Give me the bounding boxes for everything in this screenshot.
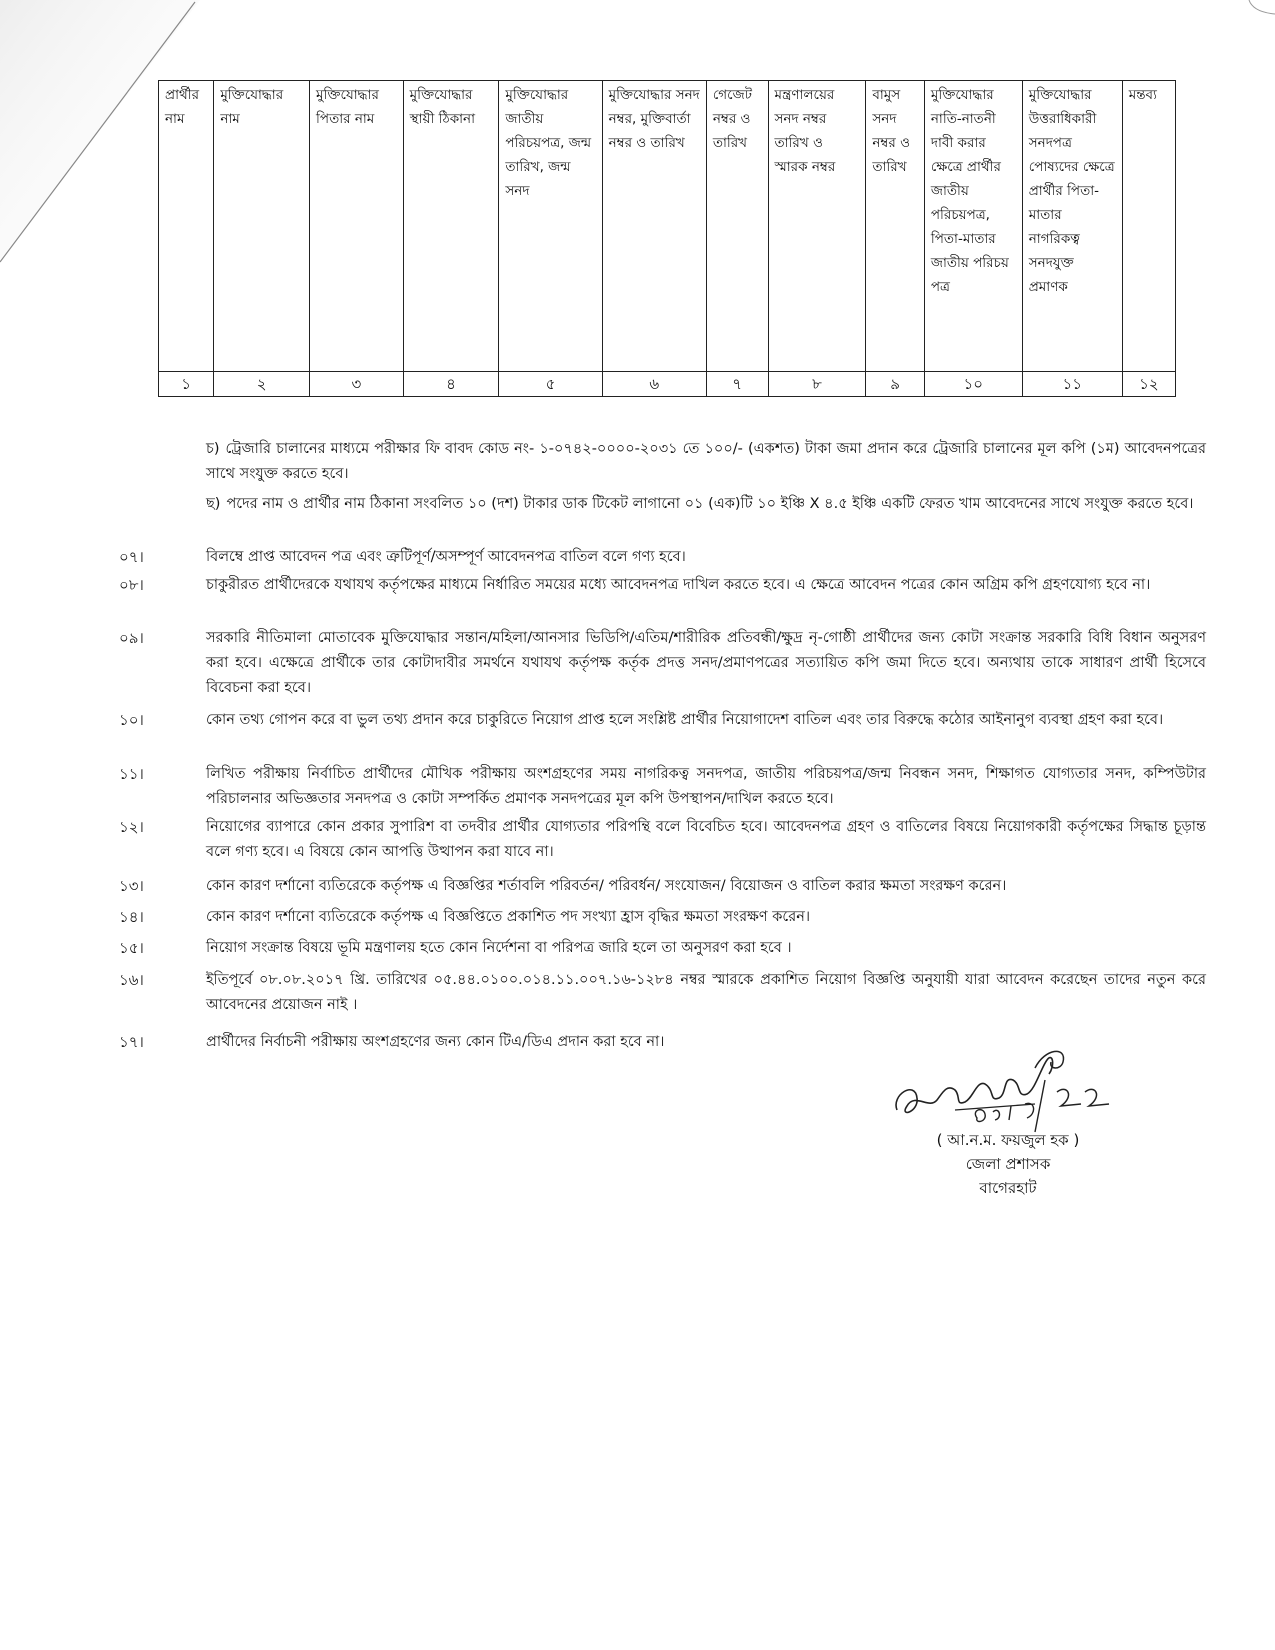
sub-item-cha [206, 437, 1206, 487]
sub-item-mark: চ) [206, 441, 220, 457]
item-number: ১৩। [119, 877, 144, 895]
item-text: নিয়োগ সংক্রান্ত বিষয়ে ভূমি মন্ত্রণালয় হতে কোন নির্দেশনা বা পরিপত্র জারি হলে তা অনুসরণ করা হবে । [206, 940, 792, 956]
table-header-cell: মন্তব্য [1122, 81, 1175, 372]
item-text: বিলম্বে প্রাপ্ত আবেদন পত্র এবং ত্রুটিপূর্ণ/অসম্পূর্ণ আবেদনপত্র বাতিল বলে গণ্য হবে। [206, 549, 686, 565]
column-number-cell: ১ [159, 372, 214, 397]
item-number: ০৭। [119, 548, 144, 566]
signatory-name: ( আ.ন.ম. ফয়জুল হক ) [936, 1131, 1080, 1149]
table-header-cell: মন্ত্রণালয়ের সনদ নম্বর তারিখ ও স্মারক নম্বর [768, 81, 866, 372]
item-text: সরকারি নীতিমালা মোতাবেক মুক্তিযোদ্ধার সন্তান/মহিলা/আনসার ভিডিপি/এতিম/শারীরিক প্রতিবন্ধী/ক্ষুদ্র নৃ-গোষ্ঠী প্রার্থীদের জন্য কোটা সংক্রান্ত সরকারি বিধি বিধান অনুসরণ করা হবে। এক্ষেত্রে প্রার্থীকে তার কোটাদাবীর সমর্থনে যথাযথ কর্তৃপক্ষ কর্তৃক প্রদত্ত সনদ/প্রমাণপত্রের সত্যায়িত কপি জমা দিতে হবে। অন্যথায় তাকে সাধারণ প্রার্থী হিসেবে বিবেচনা করা হবে। [206, 630, 1206, 696]
table-header-cell: মুক্তিযোদ্ধার পিতার নাম [310, 81, 404, 372]
signatory-place: বাগেরহাট [979, 1179, 1037, 1197]
item-text: চাকুরীরত প্রার্থীদেরকে যথাযথ কর্তৃপক্ষের মাধ্যমে নির্ধারিত সময়ের মধ্যে আবেদনপত্র দাখিল করতে হবে। এ ক্ষেত্রে আবেদন পত্রের কোন অগ্রিম কপি গ্রহণযোগ্য হবে না। [206, 577, 1151, 593]
item-number: ০৮। [119, 576, 144, 594]
column-number-cell: ৩ [310, 372, 404, 397]
table-header-cell: প্রার্থীর নাম [159, 81, 214, 372]
table-header-cell: মুক্তিযোদ্ধার নাতি-নাতনী দাবী করার ক্ষেত্রে প্রার্থীর জাতীয় পরিচয়পত্র, পিতা-মাতার জাতীয় পরিচয় পত্র [924, 81, 1022, 372]
item-text: ইতিপূর্বে ০৮.০৮.২০১৭ খ্রি. তারিখের ০৫.৪৪.০১০০.০১৪.১১.০০৭.১৬-১২৮৪ নম্বর স্মারকে প্রকাশিত নিয়োগ বিজ্ঞপ্তি অনুযায়ী যারা আবেদন করেছেন তাদের নতুন করে আবেদনের প্রয়োজন নাই । [206, 972, 1206, 1013]
column-number-cell: ৫ [499, 372, 602, 397]
table-header-cell: মুক্তিযোদ্ধার স্থায়ী ঠিকানা [403, 81, 499, 372]
handwritten-signature [885, 1040, 1135, 1140]
table-header-cell: গেজেট নম্বর ও তারিখ [706, 81, 768, 372]
item-text: নিয়োগের ব্যাপারে কোন প্রকার সুপারিশ বা তদবীর প্রার্থীর যোগ্যতার পরিপন্থি বলে বিবেচিত হবে। আবেদনপত্র গ্রহণ ও বাতিলের বিষয়ে নিয়োগকারী কর্তৃপক্ষের সিদ্ধান্ত চূড়ান্ত বলে গণ্য হবে। এ বিষয়ে কোন আপত্তি উত্থাপন করা যাবে না। [206, 819, 1206, 860]
column-number-cell: ১২ [1122, 372, 1175, 397]
item-number: ০৯। [119, 629, 144, 647]
column-number-cell: ৬ [602, 372, 706, 397]
sub-item-chha [206, 492, 1206, 517]
page-corner-mark [1235, 0, 1275, 40]
signatory-title: জেলা প্রশাসক [965, 1155, 1051, 1173]
column-number-cell: ১০ [924, 372, 1022, 397]
item-text: কোন তথ্য গোপন করে বা ভুল তথ্য প্রদান করে চাকুরিতে নিয়োগ প্রাপ্ত হলে সংশ্লিষ্ট প্রার্থীর নিয়োগাদেশ বাতিল এবং তার বিরুদ্ধে কঠোর আইনানুগ ব্যবস্থা গ্রহণ করা হবে। [206, 712, 1164, 728]
table-header-cell: বামুস সনদ নম্বর ও তারিখ [866, 81, 925, 372]
item-text: প্রার্থীদের নির্বাচনী পরীক্ষায় অংশগ্রহণের জন্য কোন টিএ/ডিএ প্রদান করা হবে না। [206, 1034, 665, 1050]
column-number-cell: ৯ [866, 372, 925, 397]
item-number: ১৬। [119, 971, 144, 989]
sub-item-mark: ছ) [206, 496, 221, 512]
sub-item-text: ট্রেজারি চালানের মাধ্যমে পরীক্ষার ফি বাবদ কোড নং- ১-০৭৪২-০০০০-২০৩১ তে ১০০/- (একশত) টাকা জমা প্রদান করে ট্রেজারি চালানের মূল কপি (১ম) আবেদনপত্রের সাথে সংযুক্ত করতে হবে। [206, 441, 1206, 482]
column-number-cell: ২ [214, 372, 310, 397]
item-number: ১৪। [119, 908, 144, 926]
item-number: ১১। [119, 765, 144, 783]
table-header-cell: মুক্তিযোদ্ধার নাম [214, 81, 310, 372]
item-text: কোন কারণ দর্শানো ব্যতিরেকে কর্তৃপক্ষ এ বিজ্ঞপ্তিতে প্রকাশিত পদ সংখ্যা হ্রাস বৃদ্ধির ক্ষমতা সংরক্ষণ করেন। [206, 909, 811, 925]
table-header-cell: মুক্তিযোদ্ধার জাতীয় পরিচয়পত্র, জন্ম তারিখ, জন্ম সনদ [499, 81, 602, 372]
item-number: ১৭। [119, 1033, 144, 1051]
item-number: ১২। [119, 818, 144, 836]
column-number-cell: ৮ [768, 372, 866, 397]
table-number-row [159, 372, 1176, 397]
table-header-cell: মুক্তিযোদ্ধার উত্তরাধিকারী সনদপত্র পোষ্যদের ক্ষেত্রে প্রার্থীর পিতা-মাতার নাগরিকত্ব সনদযুক্ত প্রমাণক [1022, 81, 1122, 372]
item-text: লিখিত পরীক্ষায় নির্বাচিত প্রার্থীদের মৌখিক পরীক্ষায় অংশগ্রহণের সময় নাগরিকত্ব সনদপত্র, জাতীয় পরিচয়পত্র/জন্ম নিবন্ধন সনদ, শিক্ষাগত যোগ্যতার সনদ, কম্পিউটার পরিচালনার অভিজ্ঞতার সনদপত্র ও কোটা সম্পর্কিত প্রমাণক সনদপত্রের মূল কপি উপস্থাপন/দাখিল করতে হবে। [206, 766, 1206, 807]
table-header-row [159, 81, 1176, 372]
freedom-fighter-info-table [158, 80, 1176, 397]
table-header-cell: মুক্তিযোদ্ধার সনদ নম্বর, মুক্তিবার্তা নম্বর ও তারিখ [602, 81, 706, 372]
column-number-cell: ১১ [1022, 372, 1122, 397]
item-number: ১৫। [119, 939, 144, 957]
sub-item-text: পদের নাম ও প্রার্থীর নাম ঠিকানা সংবলিত ১০ (দশ) টাকার ডাক টিকেট লাগানো ০১ (এক)টি ১০ ইঞ্চি X ৪.৫ ইঞ্চি একটি ফেরত খাম আবেদনের সাথে সংযুক্ত করতে হবে। [226, 496, 1194, 512]
item-number: ১০। [119, 711, 144, 729]
column-number-cell: ৪ [403, 372, 499, 397]
column-number-cell: ৭ [706, 372, 768, 397]
item-text: কোন কারণ দর্শানো ব্যতিরেকে কর্তৃপক্ষ এ বিজ্ঞপ্তির শর্তাবলি পরিবর্তন/ পরিবর্ধন/ সংযোজন/ বিয়োজন ও বাতিল করার ক্ষমতা সংরক্ষণ করেন। [206, 878, 1007, 894]
